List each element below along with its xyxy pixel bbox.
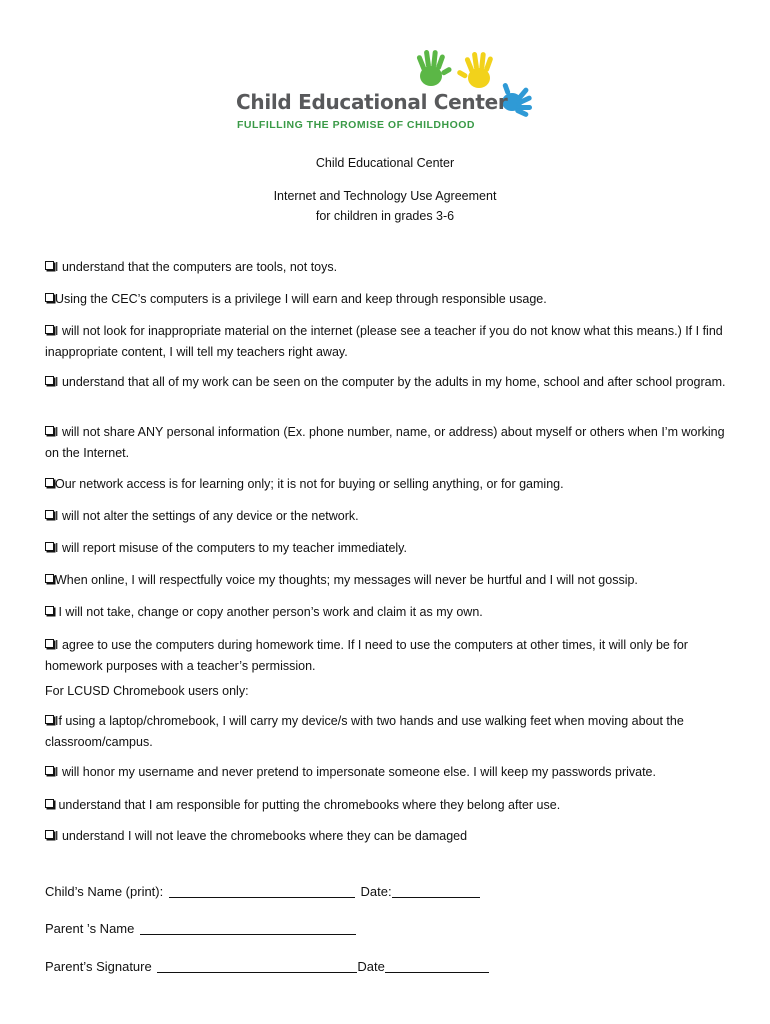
lcusd-item <box>45 762 735 783</box>
agreement-item <box>45 570 735 591</box>
logo-name: Child Educational Center <box>236 90 508 114</box>
checkbox-icon <box>45 639 54 648</box>
parent-signature-field[interactable] <box>157 960 357 973</box>
agreement-item <box>45 321 735 363</box>
child-name-field[interactable] <box>169 885 355 898</box>
checkbox-icon <box>45 510 54 519</box>
date-label: Date <box>357 959 385 974</box>
date-label: Date: <box>360 884 392 899</box>
lcusd-item-text: I will honor my username and never pretend to impersonate someone else. I will keep my passwords private. <box>55 765 656 779</box>
lcusd-item <box>45 826 735 847</box>
agreement-item <box>45 538 735 559</box>
document-subtitle: for children in grades 3-6 <box>315 209 455 223</box>
lcusd-item <box>45 795 735 816</box>
agreement-item-text: I will not alter the settings of any device or the network. <box>55 509 359 523</box>
parent-date-field[interactable] <box>385 960 489 973</box>
checkbox-icon <box>45 574 54 583</box>
checkbox-icon <box>45 478 54 487</box>
child-date-field[interactable] <box>392 885 480 898</box>
green-hand-icon <box>406 48 456 92</box>
agreement-item-text: I agree to use the computers during homework time. If I need to use the computers at other times, it will only be for homework purposes with a teacher’s permission. <box>45 638 688 673</box>
checkbox-icon <box>45 715 54 724</box>
checkbox-icon <box>45 606 54 615</box>
checkbox-icon <box>45 766 54 775</box>
center-logo <box>236 46 536 134</box>
agreement-item <box>45 257 735 278</box>
checkbox-icon <box>45 376 54 385</box>
agreement-item-text: Our network access is for learning only; it is not for buying or selling anything, or for gaming. <box>55 477 564 491</box>
checkbox-icon <box>45 799 54 808</box>
agreement-item <box>45 474 735 495</box>
checkbox-icon <box>45 542 54 551</box>
agreement-item <box>45 422 735 464</box>
lcusd-item <box>45 711 735 753</box>
child-name-row <box>45 884 482 899</box>
agreement-item-text: I will not look for inappropriate material on the internet (please see a teacher if you do not know what this means.) If I find inappropriate content, I will tell my teachers right away. <box>45 324 723 359</box>
parent-name-label: Parent ’s Name <box>45 921 135 936</box>
parent-name-field[interactable] <box>140 922 356 935</box>
checkbox-icon <box>45 261 54 270</box>
lcusd-item-text: understand that I am responsible for putting the chromebooks where they belong after use. <box>55 798 561 812</box>
agreement-item-text: When online, I will respectfully voice my thoughts; my messages will never be hurtful and I will not gossip. <box>55 573 638 587</box>
agreement-item-text: I will report misuse of the computers to my teacher immediately. <box>55 541 407 555</box>
checkbox-icon <box>45 830 54 839</box>
agreement-item <box>45 506 735 527</box>
agreement-item-text: Using the CEC’s computers is a privilege I will earn and keep through responsible usage. <box>55 292 547 306</box>
agreement-item-text: I will not share ANY personal information (Ex. phone number, name, or address) about myself or others when I’m working on the Internet. <box>45 425 725 460</box>
checkbox-icon <box>45 293 54 302</box>
agreement-item <box>45 372 735 393</box>
logo-tagline: FULFILLING THE PROMISE OF CHILDHOOD <box>237 119 475 131</box>
agreement-item-text: I understand that the computers are tools, not toys. <box>55 260 338 274</box>
parent-signature-row <box>45 959 491 974</box>
checkbox-icon <box>45 426 54 435</box>
parent-signature-label: Parent’s Signature <box>45 959 152 974</box>
parent-name-row <box>45 921 358 936</box>
agreement-item <box>45 289 735 310</box>
org-heading: Child Educational Center <box>315 156 455 170</box>
agreement-item <box>45 602 735 623</box>
document-title: Internet and Technology Use Agreement <box>273 189 497 203</box>
checkbox-icon <box>45 325 54 334</box>
agreement-item <box>45 635 735 677</box>
agreement-item-text: I understand that all of my work can be seen on the computer by the adults in my home, school and after school program. <box>55 375 726 389</box>
agreement-item-text: I will not take, change or copy another person’s work and claim it as my own. <box>55 605 483 619</box>
lcusd-item-text: If using a laptop/chromebook, I will carry my device/s with two hands and use walking feet when moving about the classroom/campus. <box>45 714 684 749</box>
lcusd-item-text: I understand I will not leave the chromebooks where they can be damaged <box>55 829 468 843</box>
child-name-label: Child’s Name (print): <box>45 884 164 899</box>
lcusd-heading: For LCUSD Chromebook users only: <box>45 684 249 698</box>
